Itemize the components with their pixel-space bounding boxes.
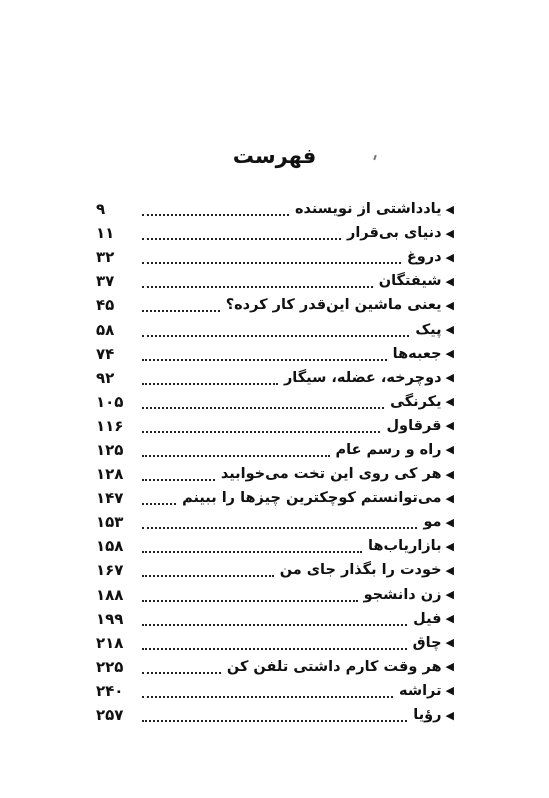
toc-entry: [96, 607, 454, 631]
toc-entry-title: پیک: [415, 321, 442, 338]
pointer-arrow-icon: ◀: [445, 491, 454, 505]
toc-entry-page: ۳۷: [96, 272, 115, 291]
pointer-arrow-icon: ◀: [445, 274, 454, 288]
toc-entry-title: هر وقت کارم داشتی تلفن کن: [226, 658, 442, 675]
toc-entry-page: ۱۲۸: [96, 465, 124, 484]
toc-entry-title: هر کی روی این تخت می‌خوابید: [220, 466, 442, 483]
pointer-arrow-icon: ◀: [445, 563, 454, 577]
pointer-arrow-icon: ◀: [445, 684, 454, 698]
toc-entry: [96, 317, 454, 341]
toc-entry-page: ۱۲۵: [96, 440, 124, 459]
toc-entry-title: چاق: [412, 634, 442, 651]
dot-leader: [142, 503, 176, 505]
pointer-arrow-icon: ◀: [445, 323, 454, 337]
toc-entry-page: ۲۲۵: [96, 657, 124, 676]
dot-leader: [142, 455, 330, 457]
toc-entry-page: ۱۸۸: [96, 585, 124, 604]
table-of-contents: [96, 197, 454, 727]
toc-entry-page: ۹: [96, 200, 106, 219]
dot-leader: [142, 214, 289, 216]
toc-entry-page: ۱۴۷: [96, 489, 124, 508]
toc-entry: [96, 438, 454, 462]
dot-leader: [142, 407, 384, 409]
toc-entry-title: دوچرخه، عضله، سیگار: [283, 369, 442, 386]
dot-leader: [142, 359, 387, 361]
toc-entry: [96, 534, 454, 558]
toc-entry-page: ۱۰۵: [96, 392, 124, 411]
pointer-arrow-icon: ◀: [445, 347, 454, 361]
pointer-arrow-icon: ◀: [445, 395, 454, 409]
pointer-arrow-icon: ◀: [445, 443, 454, 457]
dot-leader: [142, 575, 274, 577]
toc-entry: [96, 510, 454, 534]
pointer-arrow-icon: ◀: [445, 588, 454, 602]
pointer-arrow-icon: ◀: [445, 467, 454, 481]
pointer-arrow-icon: ◀: [445, 708, 454, 722]
dot-leader: [142, 527, 417, 529]
toc-entry: [96, 679, 454, 703]
toc-entry-title: دنیای بی‌قرار: [346, 225, 442, 242]
toc-entry: [96, 366, 454, 390]
toc-entry-title: یادداشتی از نویسنده: [294, 201, 442, 218]
toc-entry-page: ۷۴: [96, 344, 115, 363]
toc-entry-page: ۲۴۰: [96, 681, 124, 700]
pointer-arrow-icon: ◀: [445, 250, 454, 264]
toc-entry-title: یکرنگی: [390, 393, 442, 410]
toc-entry-title: راه و رسم عام: [335, 441, 442, 458]
toc-entry-title: دروغ: [406, 249, 442, 266]
toc-entry: [96, 583, 454, 607]
pointer-arrow-icon: ◀: [445, 636, 454, 650]
pointer-arrow-icon: ◀: [445, 298, 454, 312]
pointer-arrow-icon: ◀: [445, 226, 454, 240]
pointer-arrow-icon: ◀: [445, 371, 454, 385]
toc-entry-page: ۹۲: [96, 368, 115, 387]
dot-leader: [142, 648, 407, 650]
pointer-arrow-icon: ◀: [445, 515, 454, 529]
toc-entry-title: شیفتگان: [378, 273, 442, 290]
toc-entry: [96, 414, 454, 438]
toc-entry-page: ۵۸: [96, 320, 115, 339]
toc-entry-title: جعبه‌ها: [392, 345, 442, 362]
toc-entry: [96, 655, 454, 679]
pointer-arrow-icon: ◀: [445, 202, 454, 216]
toc-entry-page: ۱۱۶: [96, 416, 124, 435]
toc-entry-title: تراشه: [399, 682, 442, 699]
toc-entry: [96, 293, 454, 317]
dot-leader: [142, 479, 215, 481]
toc-entry-page: ۱۱: [96, 224, 115, 243]
dot-leader: [142, 431, 380, 433]
toc-entry-page: ۲۱۸: [96, 633, 124, 652]
dot-leader: [142, 720, 407, 722]
toc-entry: [96, 486, 454, 510]
toc-entry: [96, 390, 454, 414]
toc-entry: [96, 245, 454, 269]
pointer-arrow-icon: ◀: [445, 419, 454, 433]
toc-entry-page: ۱۹۹: [96, 609, 124, 628]
pointer-arrow-icon: ◀: [445, 612, 454, 626]
toc-entry-page: ۱۵۸: [96, 537, 124, 556]
toc-entry-title: قرقاول: [386, 417, 442, 434]
toc-entry: [96, 269, 454, 293]
dot-leader: [142, 238, 341, 240]
toc-entry-page: ۳۲: [96, 248, 115, 267]
toc-entry-title: خودت را بگذار جای من: [279, 562, 442, 579]
toc-entry-title: یعنی ماشین این‌قدر کار کرده؟: [225, 297, 442, 314]
dot-leader: [142, 696, 393, 698]
toc-entry: [96, 221, 454, 245]
dot-leader: [142, 600, 358, 602]
toc-entry-page: ۱۵۳: [96, 513, 124, 532]
toc-entry: [96, 703, 454, 727]
toc-entry-title: فیل: [413, 610, 442, 627]
toc-entry-title: می‌توانستم کوچکترین چیزها را ببینم: [182, 490, 442, 507]
pointer-arrow-icon: ◀: [445, 539, 454, 553]
dot-leader: [142, 286, 373, 288]
toc-entry-title: مو: [423, 514, 442, 531]
pointer-arrow-icon: ◀: [445, 660, 454, 674]
toc-entry: [96, 462, 454, 486]
toc-entry-page: ۱۶۷: [96, 561, 124, 580]
dot-leader: [142, 624, 407, 626]
dot-leader: [142, 262, 401, 264]
toc-entry-page: ۴۵: [96, 296, 115, 315]
dot-leader: [142, 551, 362, 553]
toc-entry: [96, 197, 454, 221]
dot-leader: [142, 383, 278, 385]
toc-entry: [96, 558, 454, 582]
toc-entry-title: بازاریاب‌ها: [368, 538, 442, 555]
toc-entry-title: رؤیا: [413, 707, 442, 724]
toc-entry: [96, 342, 454, 366]
page-title: فهرست: [232, 144, 317, 168]
toc-entry-title: زن دانشجو: [363, 586, 442, 603]
dot-leader: [142, 672, 221, 674]
toc-entry: [96, 631, 454, 655]
toc-entry-page: ۲۵۷: [96, 706, 124, 725]
dot-leader: [142, 335, 409, 337]
dot-leader: [142, 310, 220, 312]
